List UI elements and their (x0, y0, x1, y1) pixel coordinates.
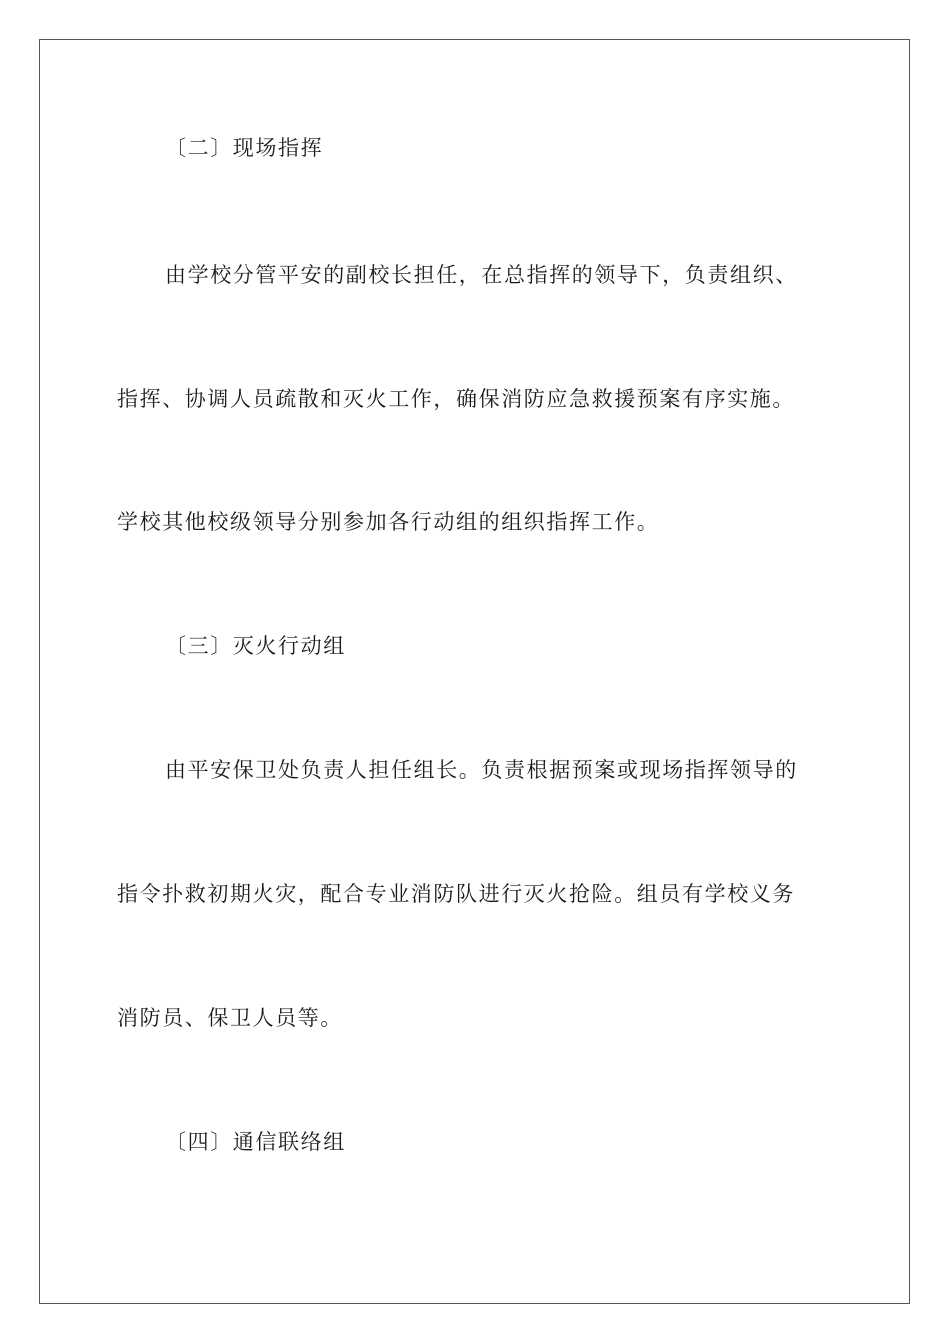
section-heading-2: 〔二〕现场指挥 (165, 136, 324, 160)
paragraph-line: 由学校分管平安的副校长担任，在总指挥的领导下，负责组织、 (165, 263, 798, 287)
section-heading-4: 〔四〕通信联络组 (165, 1130, 346, 1154)
paragraph-line: 学校其他校级领导分别参加各行动组的组织指挥工作。 (117, 510, 660, 534)
paragraph-line: 指令扑救初期火灾，配合专业消防队进行灭火抢险。组员有学校义务 (117, 882, 795, 906)
page-frame (39, 39, 910, 1304)
paragraph-line: 消防员、保卫人员等。 (117, 1006, 343, 1030)
paragraph-line: 由平安保卫处负责人担任组长。负责根据预案或现场指挥领导的 (165, 758, 798, 782)
section-heading-3: 〔三〕灭火行动组 (165, 634, 346, 658)
paragraph-line: 指挥、协调人员疏散和灭火工作，确保消防应急救援预案有序实施。 (117, 387, 795, 411)
